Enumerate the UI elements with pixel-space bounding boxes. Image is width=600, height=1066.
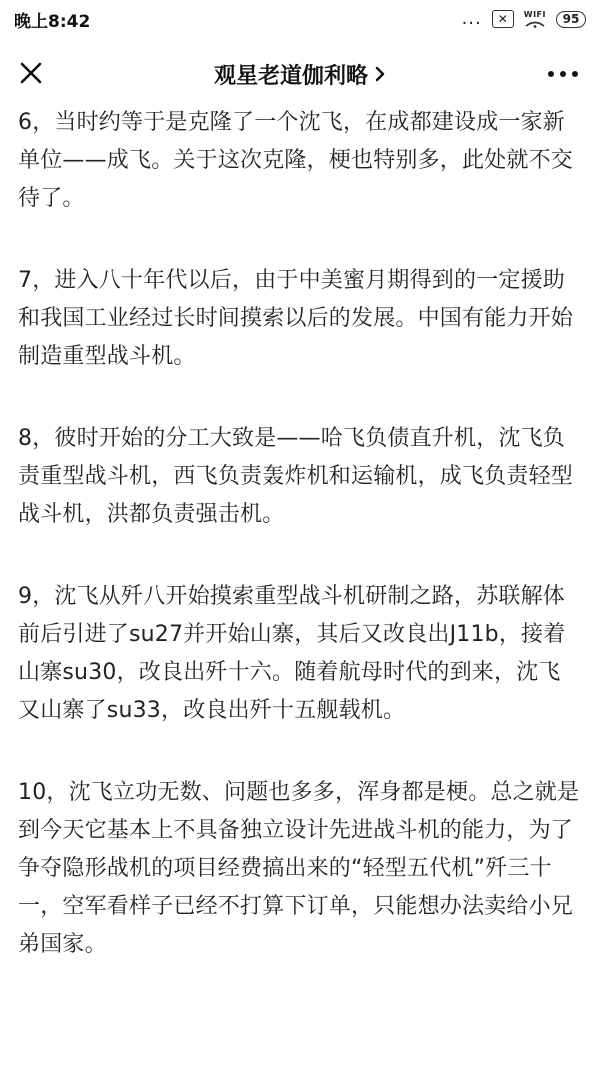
chevron-right-icon (374, 65, 386, 83)
account-title-link[interactable] (214, 59, 386, 90)
nav-bar (0, 38, 600, 110)
more-dot-icon (572, 71, 578, 77)
battery-level: 95 (556, 11, 586, 28)
close-icon (19, 61, 43, 85)
battery-icon (556, 11, 586, 28)
article-paragraph: 7，进入八十年代以后，由于中美蜜月期得到的一定援助和我国工业经过长时间摸索以后的发展。中国有能力开始制造重型战斗机。 (18, 268, 574, 369)
status-icons (462, 10, 586, 28)
more-dot-icon (548, 71, 554, 77)
article-paragraph: 6，当时约等于是克隆了一个沈飞，在成都建设成一家新单位——成飞。关于这次克隆，梗也特别多，此处就不交待了。 (18, 110, 574, 211)
article-body (0, 104, 600, 1008)
close-box-icon: ✕ (492, 10, 514, 28)
wifi-icon (524, 11, 546, 28)
wifi-label: WIFI (523, 9, 546, 19)
article-paragraph: 9，沈飞从歼八开始摸索重型战斗机研制之路，苏联解体前后引进了su27并开始山寨，其后又改良出J11b，接着山寨su30，改良出歼十六。随着航母时代的到来，沈飞又山寨了su33，改良出歼十五舰载机。 (18, 584, 566, 723)
status-time: 晚上8:42 (14, 11, 91, 32)
wifi-bars-icon (524, 20, 546, 28)
status-bar (0, 0, 600, 38)
more-dot-icon (560, 71, 566, 77)
page-title: 观星老道伽利略 (213, 63, 368, 89)
close-button[interactable] (16, 58, 46, 88)
article-paragraph: 10，沈飞立功无数、问题也多多，浑身都是梗。总之就是到今天它基本上不具备独立设计先进战斗机的能力，为了争夺隐形战机的项目经费搞出来的“轻型五代机”歼三十一，空军看样子已经不打算下订单，只能想办法卖给小兄弟国家。 (18, 780, 580, 957)
article-paragraph: 8，彼时开始的分工大致是——哈飞负债直升机，沈飞负责重型战斗机，西飞负责轰炸机和运输机，成飞负责轻型战斗机，洪都负责强击机。 (18, 426, 574, 527)
more-button[interactable] (548, 60, 578, 88)
signal-dots-icon: ... (461, 8, 482, 29)
